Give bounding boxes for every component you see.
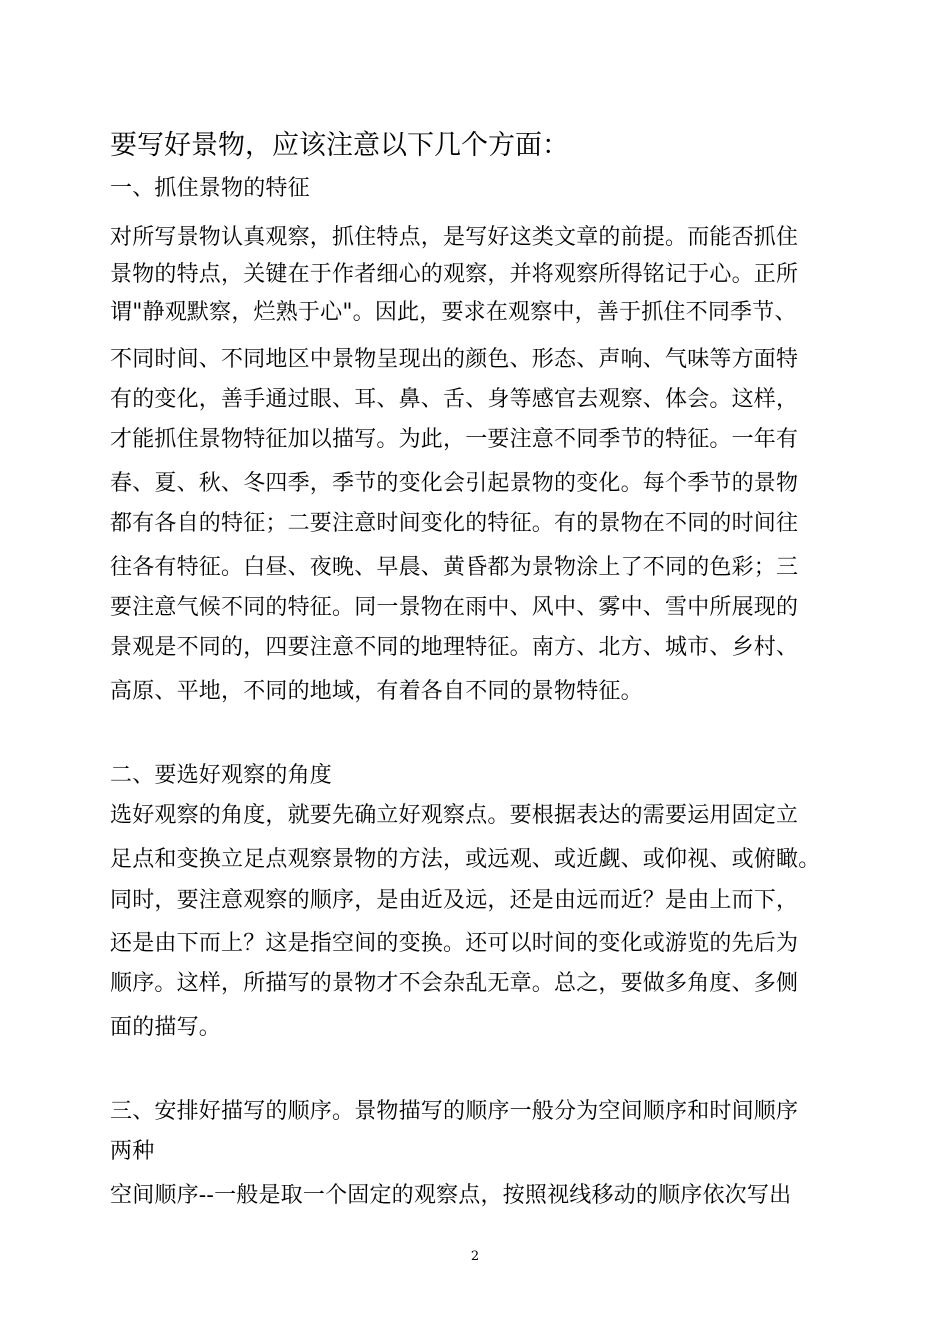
section3-heading-line-1: 三、安排好描写的顺序。景物描写的顺序一般分为空间顺序和时间顺序: [110, 1099, 799, 1124]
section1-line-4: 不同时间、不同地区中景物呈现出的颜色、形态、声响、气味等方面特: [110, 347, 799, 372]
section1-line-9: 往各有特征。白昼、夜晚、早晨、黄昏都为景物涂上了不同的色彩；三: [110, 555, 799, 580]
section1-line-7: 春、夏、秋、冬四季，季节的变化会引起景物的变化。每个季节的景物: [110, 471, 799, 496]
section1-line-5: 有的变化，善手通过眼、耳、鼻、舌、身等感官去观察、体会。这样，: [110, 387, 799, 412]
section2-line-1: 选好观察的角度，就要先确立好观察点。要根据表达的需要运用固定立: [110, 803, 799, 828]
page-number: 2: [470, 1249, 480, 1264]
section1-line-3: 谓"静观默察，烂熟于心"。因此，要求在观察中，善于抓住不同季节、: [110, 300, 797, 325]
section1-line-6: 才能抓住景物特征加以描写。为此，一要注意不同季节的特征。一年有: [110, 427, 799, 452]
section1-line-12: 高原、平地，不同的地域，有着各自不同的景物特征。: [110, 679, 643, 704]
section1-line-8: 都有各自的特征；二要注意时间变化的特征。有的景物在不同的时间往: [110, 511, 799, 536]
section1-heading: 一、抓住景物的特征: [110, 176, 310, 201]
page-title: 要写好景物，应该注意以下几个方面：: [110, 130, 569, 161]
section2-line-4: 还是由下而上？这是指空间的变换。还可以时间的变化或游览的先后为: [110, 931, 799, 956]
section2-line-2: 足点和变换立足点观察景物的方法，或远观、或近觑、或仰视、或俯瞰。: [110, 847, 821, 872]
section2-line-6: 面的描写。: [110, 1015, 222, 1040]
section2-heading: 二、要选好观察的角度: [110, 763, 333, 788]
section3-line-1: 空间顺序--一般是取一个固定的观察点，按照视线移动的顺序依次写出: [110, 1183, 792, 1208]
section1-line-1: 对所写景物认真观察，抓住特点，是写好这类文章的前提。而能否抓住: [110, 225, 799, 250]
section1-line-10: 要注意气候不同的特征。同一景物在雨中、风中、雾中、雪中所展现的: [110, 595, 799, 620]
section1-line-11: 景观是不同的，四要注意不同的地理特征。南方、北方、城市、乡村、: [110, 635, 799, 660]
section3-heading-line-2: 两种: [110, 1139, 155, 1164]
section1-line-2: 景物的特点，关键在于作者细心的观察，并将观察所得铭记于心。正所: [110, 262, 799, 287]
section2-line-3: 同时，要注意观察的顺序，是由近及远，还是由远而近？是由上而下，: [110, 888, 799, 913]
section2-line-5: 顺序。这样，所描写的景物才不会杂乱无章。总之，要做多角度、多侧: [110, 971, 799, 996]
